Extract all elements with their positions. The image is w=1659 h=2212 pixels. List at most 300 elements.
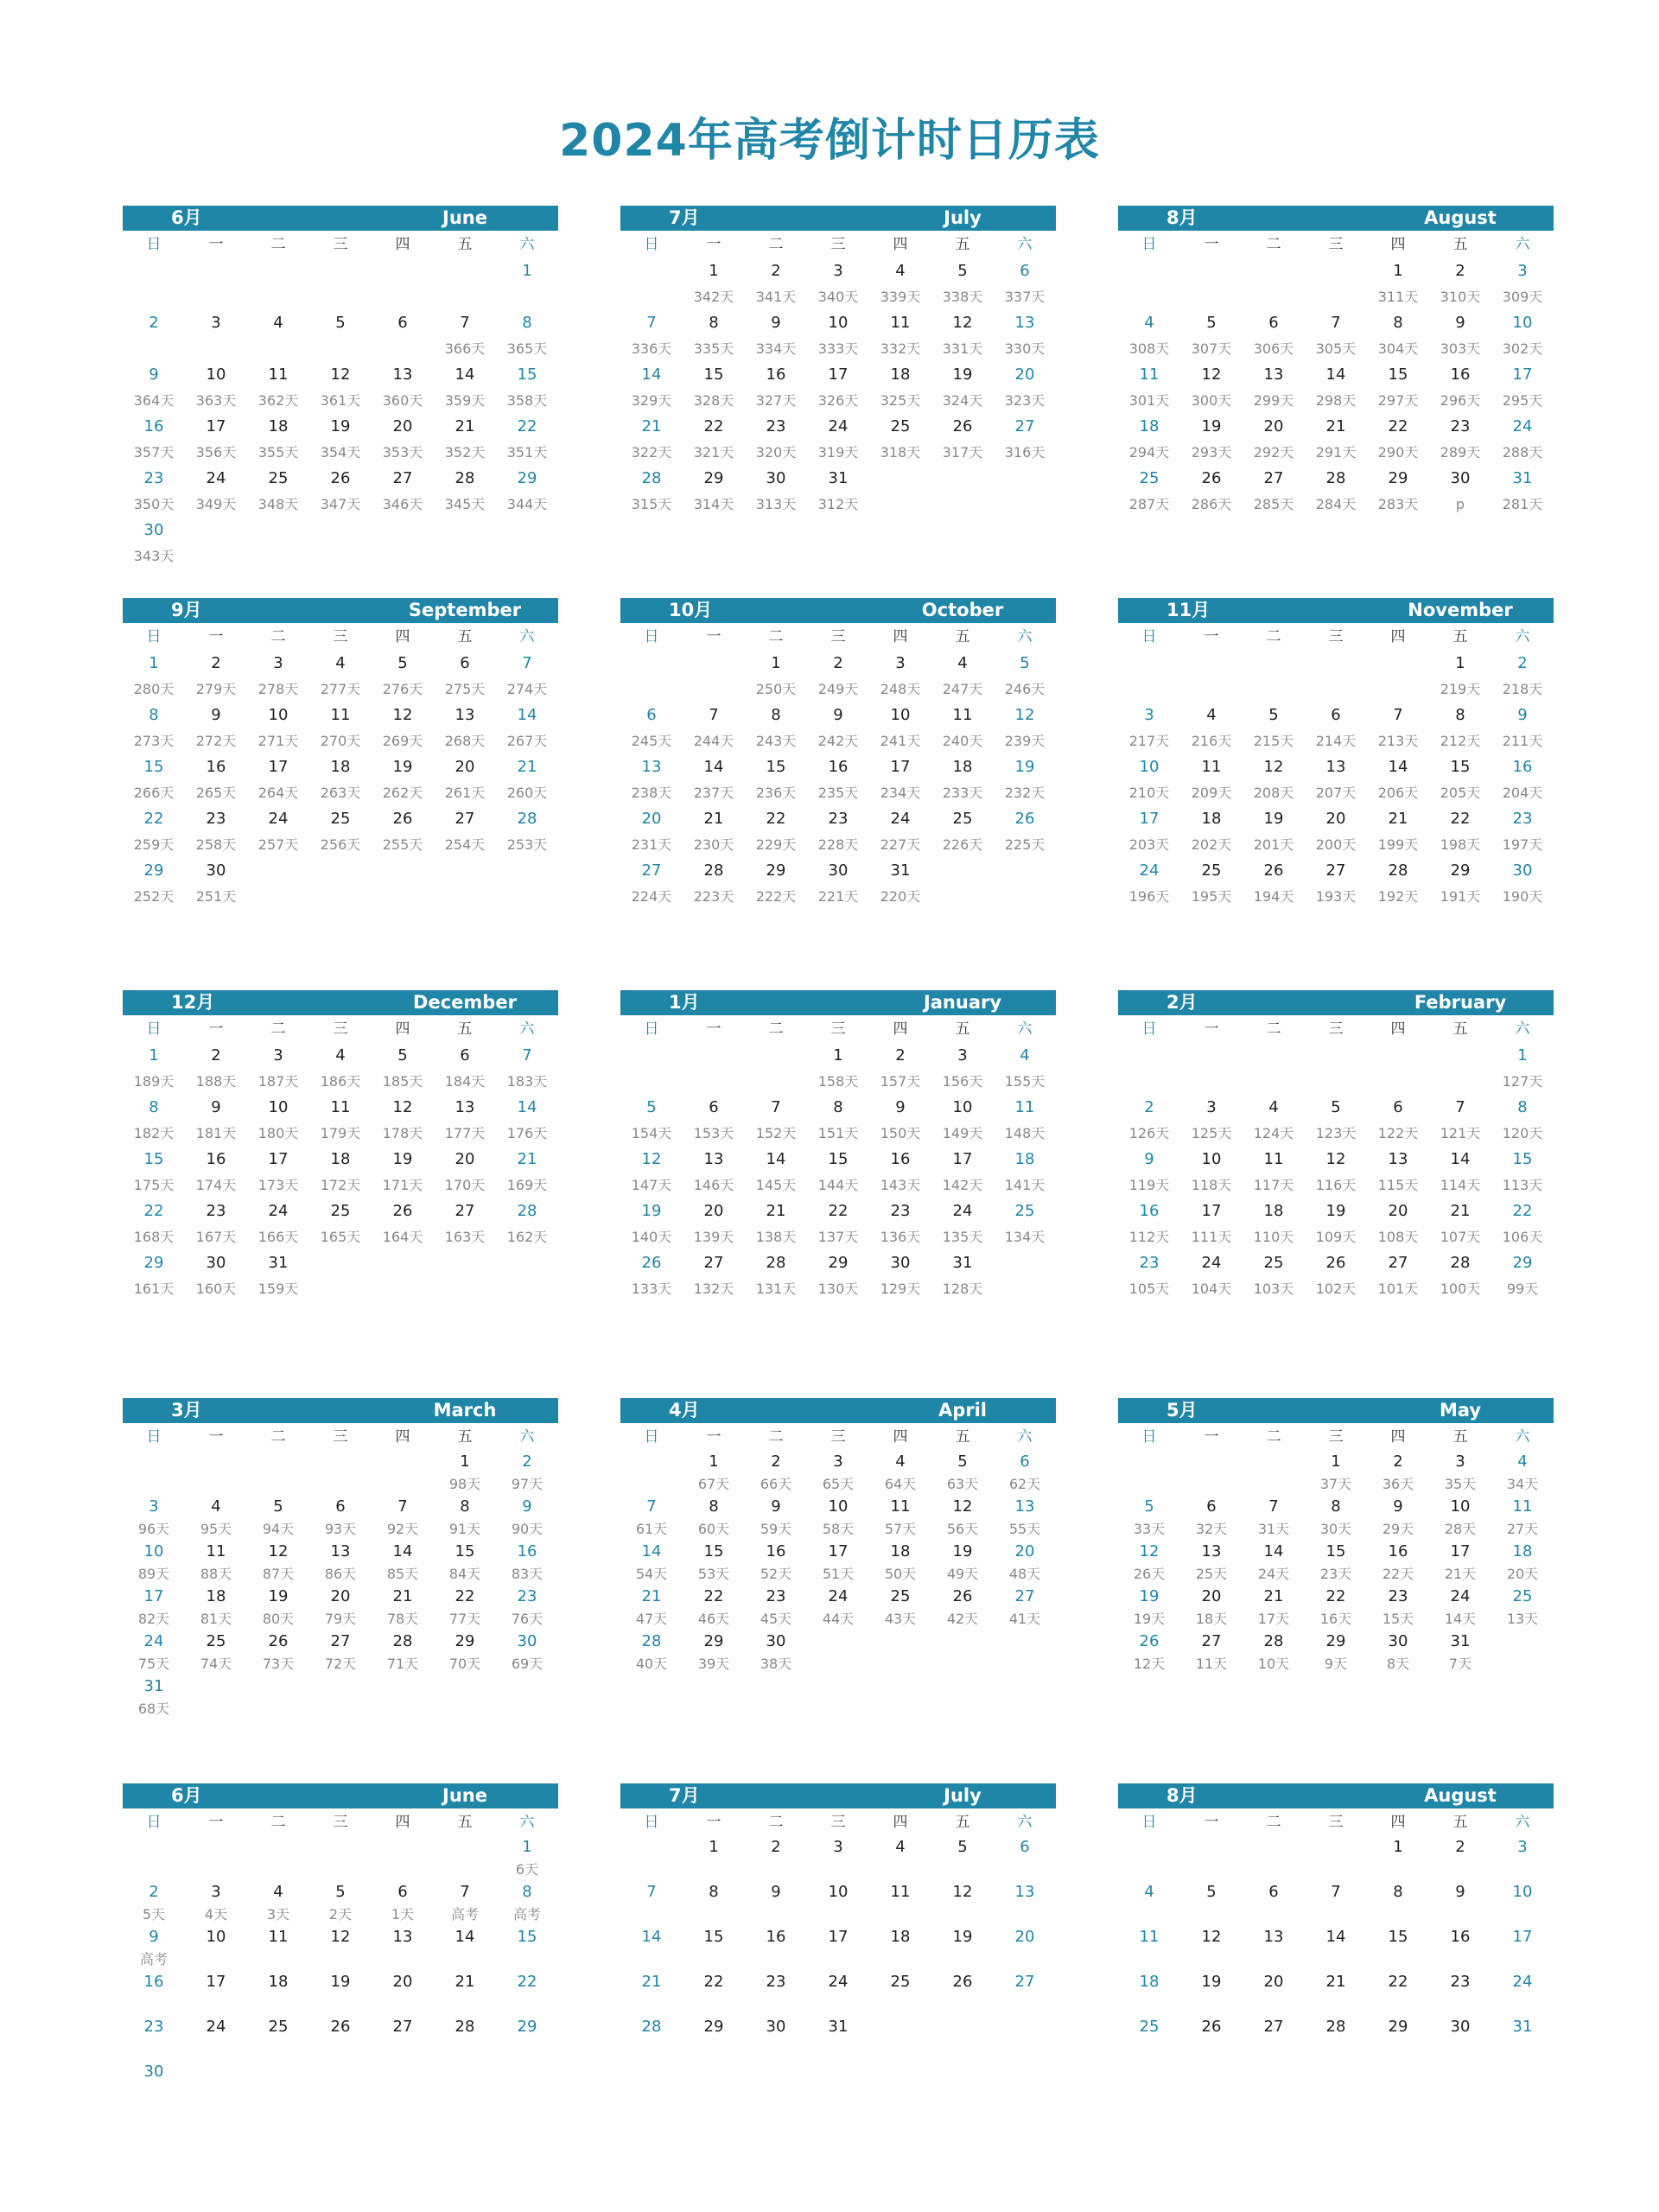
weekday-header: 一	[1204, 236, 1219, 253]
day-cell	[807, 310, 869, 362]
day-number: 15	[143, 1150, 164, 1168]
day-cell	[372, 2016, 434, 2061]
day-number: 10	[1512, 1883, 1533, 1901]
day-cell	[247, 754, 309, 806]
day-cell	[807, 1971, 869, 2016]
day-cell	[123, 1496, 185, 1541]
day-cell	[620, 1147, 683, 1198]
day-cell	[434, 1971, 496, 2016]
countdown-label: 190天	[1502, 888, 1543, 905]
day-cell	[1243, 362, 1305, 414]
empty-cell	[309, 1451, 372, 1496]
day-number: 17	[143, 1587, 164, 1605]
countdown-label: 298天	[1315, 392, 1357, 409]
day-cell	[807, 1147, 869, 1198]
weekday-header: 日	[146, 236, 162, 253]
day-cell	[1429, 1586, 1491, 1630]
day-cell	[372, 702, 434, 754]
day-cell	[1243, 1586, 1305, 1630]
day-cell	[1243, 702, 1305, 754]
empty-cell	[372, 1451, 434, 1496]
day-number: 19	[1263, 810, 1284, 828]
weekday-header: 四	[395, 236, 410, 253]
day-cell	[1305, 754, 1367, 806]
countdown-label: 67天	[697, 1476, 730, 1492]
day-cell	[931, 310, 994, 362]
day-cell	[496, 754, 558, 806]
day-number: 7	[522, 654, 532, 672]
day-number: 29	[143, 861, 164, 880]
countdown-label: 35天	[1444, 1476, 1477, 1492]
day-number: 7	[1268, 1497, 1279, 1516]
empty-cell	[1118, 1836, 1180, 1881]
day-cell	[807, 1881, 869, 1926]
weekday-header: 四	[1390, 1814, 1406, 1831]
day-number: 9	[1455, 314, 1465, 332]
countdown-label: 193天	[1315, 888, 1357, 905]
empty-cell	[1367, 1043, 1429, 1095]
countdown-label: 177天	[444, 1125, 486, 1141]
countdown-label: 299天	[1253, 392, 1294, 409]
day-cell	[185, 1586, 247, 1630]
day-cell	[683, 1095, 745, 1147]
day-number: 12	[268, 1542, 289, 1560]
month-label-cn: 8月	[1166, 1785, 1198, 1806]
day-cell	[931, 651, 994, 702]
countdown-label: 250天	[755, 681, 797, 697]
day-cell	[185, 414, 247, 466]
countdown-label: 53天	[697, 1566, 730, 1582]
countdown-label: 133天	[631, 1281, 672, 1297]
day-cell	[683, 1586, 745, 1630]
day-number: 23	[1450, 417, 1471, 435]
weekday-header: 一	[208, 1814, 224, 1831]
countdown-label: 341天	[755, 289, 797, 305]
weekday-header: 二	[768, 1428, 784, 1446]
day-number: 29	[454, 1632, 475, 1650]
day-cell	[683, 1198, 745, 1250]
day-cell	[745, 1451, 807, 1496]
day-number: 31	[952, 1254, 973, 1272]
day-number: 30	[206, 1254, 226, 1272]
day-number: 15	[1325, 1542, 1346, 1560]
day-cell	[434, 1630, 496, 1675]
countdown-label: 361天	[320, 392, 361, 409]
day-cell	[620, 1496, 683, 1541]
day-cell	[745, 1836, 807, 1881]
day-cell	[309, 1198, 372, 1250]
month-label-en: March	[433, 1400, 497, 1421]
countdown-label: 54天	[635, 1566, 668, 1582]
day-number: 19	[952, 365, 973, 384]
day-number: 3	[1206, 1098, 1217, 1116]
countdown-label	[683, 1859, 745, 1881]
day-cell	[496, 1971, 558, 2016]
month-block-november	[1118, 598, 1554, 910]
day-cell	[123, 310, 185, 362]
countdown-label: 87天	[262, 1566, 295, 1582]
day-number: 10	[1201, 1150, 1222, 1168]
day-cell	[869, 310, 931, 362]
countdown-label: 46天	[697, 1611, 730, 1627]
weekday-header: 二	[270, 628, 286, 645]
countdown-label	[1118, 1993, 1180, 2016]
countdown-label: 57天	[884, 1521, 917, 1537]
day-cell	[372, 414, 434, 466]
day-number: 21	[392, 1587, 413, 1605]
day-cell	[620, 754, 683, 806]
day-cell	[931, 806, 994, 858]
empty-cell	[1118, 651, 1180, 702]
day-number: 6	[646, 706, 657, 724]
day-cell	[1429, 1971, 1491, 2016]
day-number: 1	[1393, 262, 1403, 280]
countdown-label: 189天	[133, 1073, 175, 1090]
day-number: 18	[890, 1928, 911, 1946]
day-number: 14	[454, 1928, 475, 1946]
countdown-label: 70天	[448, 1656, 481, 1672]
weekday-header: 日	[644, 628, 659, 645]
day-number: 5	[1331, 1098, 1341, 1116]
day-cell	[1305, 702, 1367, 754]
day-cell	[309, 466, 372, 518]
month-label-en: August	[1424, 1785, 1497, 1806]
day-cell	[1367, 806, 1429, 858]
countdown-label: 200天	[1315, 836, 1357, 853]
day-number: 22	[517, 417, 537, 435]
countdown-label: 116天	[1315, 1177, 1357, 1193]
countdown-label: 52天	[760, 1566, 792, 1582]
countdown-label	[1243, 1904, 1305, 1926]
day-number: 22	[517, 1973, 537, 1991]
countdown-label: 115天	[1377, 1177, 1419, 1193]
day-cell	[683, 858, 745, 910]
day-number: 7	[1393, 706, 1403, 724]
countdown-label: 277天	[320, 681, 361, 697]
day-cell	[1118, 1250, 1180, 1302]
day-number: 22	[1512, 1202, 1533, 1220]
day-cell	[683, 1541, 745, 1586]
day-cell	[309, 1541, 372, 1586]
weekday-header: 六	[1017, 1020, 1033, 1038]
day-cell	[372, 362, 434, 414]
day-cell	[1367, 1198, 1429, 1250]
day-number: 14	[517, 706, 537, 724]
countdown-label	[869, 1948, 931, 1971]
day-cell	[994, 414, 1056, 466]
day-number: 6	[1268, 1883, 1279, 1901]
day-number: 2	[149, 314, 159, 332]
day-number: 23	[517, 1587, 537, 1605]
day-number: 17	[1139, 810, 1160, 828]
day-cell	[372, 466, 434, 518]
weekday-header: 四	[1390, 1020, 1406, 1038]
empty-cell	[620, 1451, 683, 1496]
month-label-cn: 12月	[171, 992, 215, 1013]
countdown-label: 351天	[506, 444, 548, 461]
countdown-label	[1118, 1904, 1180, 1926]
countdown-label: 355天	[257, 444, 299, 461]
day-cell	[994, 1496, 1056, 1541]
countdown-label: 74天	[200, 1656, 232, 1672]
day-number: 25	[206, 1632, 226, 1650]
empty-cell	[185, 1836, 247, 1881]
day-cell	[372, 1926, 434, 1971]
month-header	[620, 990, 1056, 1015]
countdown-label: 194天	[1253, 888, 1294, 905]
day-number: 3	[1517, 262, 1528, 280]
day-cell	[1118, 362, 1180, 414]
countdown-label: 48天	[1008, 1566, 1041, 1582]
countdown-label	[807, 1859, 869, 1881]
day-cell	[1243, 858, 1305, 910]
day-cell	[683, 1630, 745, 1675]
countdown-label: 103天	[1253, 1281, 1294, 1297]
weekday-header: 日	[146, 1428, 162, 1446]
day-cell	[309, 1586, 372, 1630]
day-number: 10	[268, 706, 289, 724]
countdown-label: 7天	[1448, 1656, 1472, 1672]
month-header	[620, 1783, 1056, 1808]
countdown-label: 131天	[755, 1281, 797, 1297]
countdown-label: 15天	[1382, 1611, 1414, 1627]
countdown-label: 229天	[755, 836, 797, 853]
day-number: 9	[1517, 706, 1528, 724]
day-number: 19	[1139, 1587, 1160, 1605]
day-number: 1	[149, 1046, 159, 1065]
countdown-label: 176天	[506, 1125, 548, 1141]
day-number: 24	[890, 810, 911, 828]
countdown-label: 4天	[204, 1906, 228, 1923]
countdown-label: 118天	[1191, 1177, 1232, 1193]
day-number: 6	[1020, 1452, 1030, 1471]
day-number: 24	[206, 2018, 226, 2036]
countdown-label: 280天	[133, 681, 175, 697]
day-number: 16	[517, 1542, 537, 1560]
empty-cell	[185, 258, 247, 310]
empty-cell	[309, 258, 372, 310]
countdown-label: 213天	[1377, 733, 1419, 749]
day-cell	[185, 1926, 247, 1971]
day-number: 16	[206, 1150, 226, 1168]
weekday-header: 四	[395, 1814, 410, 1831]
countdown-label: 60天	[697, 1521, 730, 1537]
day-number: 14	[1325, 365, 1346, 384]
weekday-header: 日	[1141, 1428, 1157, 1446]
empty-cell	[1243, 1451, 1305, 1496]
countdown-label: 76天	[511, 1611, 543, 1627]
day-cell	[123, 1198, 185, 1250]
countdown-label: 270天	[320, 733, 361, 749]
day-cell	[994, 651, 1056, 702]
day-number: 18	[890, 365, 911, 384]
day-number: 19	[392, 758, 413, 776]
day-cell	[931, 258, 994, 310]
day-number: 6	[335, 1497, 346, 1516]
countdown-label: 170天	[444, 1177, 486, 1193]
day-number: 22	[143, 810, 164, 828]
day-cell	[123, 1147, 185, 1198]
countdown-label: 33天	[1133, 1521, 1166, 1537]
day-cell	[1367, 1496, 1429, 1541]
month-day-grid	[620, 1808, 1056, 2061]
month-block-april	[620, 1398, 1056, 1675]
day-number: 30	[766, 1632, 786, 1650]
countdown-label: 100天	[1440, 1281, 1481, 1297]
countdown-label: 254天	[444, 836, 486, 853]
countdown-label: 175天	[133, 1177, 175, 1193]
countdown-label: 高考	[512, 1906, 541, 1923]
day-number: 14	[1263, 1542, 1284, 1560]
day-cell	[1180, 1881, 1243, 1926]
countdown-label	[1118, 2038, 1180, 2061]
day-cell	[1367, 1836, 1429, 1881]
day-cell	[1429, 858, 1491, 910]
day-cell	[496, 1926, 558, 1971]
countdown-label: 257天	[257, 836, 299, 853]
countdown-label: 78天	[386, 1611, 419, 1627]
countdown-label: 285天	[1253, 496, 1294, 512]
empty-cell	[1118, 1043, 1180, 1095]
countdown-label: 233天	[942, 785, 983, 801]
countdown-label: 218天	[1502, 681, 1543, 697]
countdown-label: 332天	[880, 340, 921, 357]
day-number: 22	[828, 1202, 849, 1220]
day-cell	[807, 858, 869, 910]
day-number: 13	[1263, 1928, 1284, 1946]
day-cell	[1491, 1836, 1554, 1881]
countdown-label	[1367, 1993, 1429, 2016]
day-number: 24	[268, 1202, 289, 1220]
countdown-label: 180天	[257, 1125, 299, 1141]
countdown-label: 29天	[1382, 1521, 1414, 1537]
day-number: 11	[890, 314, 911, 332]
countdown-label: 365天	[506, 340, 548, 357]
day-cell	[372, 1630, 434, 1675]
countdown-label	[931, 1859, 994, 1881]
day-cell	[1429, 258, 1491, 310]
day-number: 1	[1331, 1452, 1341, 1471]
day-number: 12	[1263, 758, 1284, 776]
day-number: 27	[454, 810, 475, 828]
countdown-label: 343天	[133, 548, 175, 564]
countdown-label	[683, 2038, 745, 2061]
countdown-label: 146天	[693, 1177, 734, 1193]
empty-cell	[1118, 258, 1180, 310]
month-header	[620, 206, 1056, 231]
day-number: 14	[1450, 1150, 1471, 1168]
countdown-label: 228天	[817, 836, 859, 853]
countdown-label: 297天	[1377, 392, 1419, 409]
countdown-label: 208天	[1253, 785, 1294, 801]
day-cell	[1243, 1926, 1305, 1971]
day-cell	[1367, 1541, 1429, 1586]
day-cell	[1305, 1630, 1367, 1675]
day-cell	[434, 1541, 496, 1586]
month-label-en: December	[413, 992, 517, 1013]
day-cell	[309, 1630, 372, 1675]
empty-cell	[1180, 1836, 1243, 1881]
day-number: 28	[641, 2018, 662, 2036]
day-cell	[745, 1496, 807, 1541]
day-number: 12	[952, 314, 973, 332]
day-number: 28	[1325, 2018, 1346, 2036]
day-cell	[994, 1586, 1056, 1630]
day-number: 21	[517, 1150, 537, 1168]
day-number: 10	[143, 1542, 164, 1560]
day-cell	[123, 1586, 185, 1630]
countdown-label	[1491, 2038, 1554, 2061]
countdown-label: 39天	[697, 1656, 730, 1672]
day-number: 10	[890, 706, 911, 724]
day-cell	[1491, 806, 1554, 858]
day-number: 11	[890, 1883, 911, 1901]
month-block-october	[620, 598, 1056, 910]
countdown-label: 212天	[1440, 733, 1481, 749]
weekday-header: 五	[955, 1020, 970, 1038]
day-number: 1	[1517, 1046, 1528, 1065]
countdown-label	[496, 2038, 558, 2061]
day-cell	[869, 258, 931, 310]
empty-cell	[620, 1043, 683, 1095]
month-label-en: May	[1439, 1400, 1482, 1421]
day-cell	[745, 414, 807, 466]
countdown-label	[185, 2038, 247, 2061]
day-cell	[1367, 1451, 1429, 1496]
weekday-header: 日	[1141, 236, 1157, 253]
day-cell	[620, 414, 683, 466]
day-number: 21	[1325, 417, 1346, 435]
day-cell	[1118, 1198, 1180, 1250]
day-cell	[1243, 1630, 1305, 1675]
countdown-label: 高考	[139, 1951, 168, 1967]
day-cell	[1243, 1250, 1305, 1302]
day-cell	[1180, 1147, 1243, 1198]
day-number: 1	[522, 262, 532, 280]
day-number: 22	[1325, 1587, 1346, 1605]
day-number: 4	[211, 1497, 221, 1516]
day-number: 17	[828, 1542, 849, 1560]
day-cell	[745, 1095, 807, 1147]
day-cell	[745, 310, 807, 362]
day-number: 7	[646, 1497, 657, 1516]
weekday-header: 二	[768, 628, 784, 645]
day-number: 16	[1512, 758, 1533, 776]
countdown-label: 43天	[884, 1611, 917, 1627]
day-number: 18	[1512, 1542, 1533, 1560]
weekday-header: 二	[1266, 236, 1281, 253]
day-number: 8	[833, 1098, 843, 1116]
day-cell	[807, 651, 869, 702]
countdown-label: 101天	[1377, 1281, 1419, 1297]
day-number: 21	[454, 1973, 475, 1991]
countdown-label: 306天	[1253, 340, 1294, 357]
countdown-label	[1367, 1859, 1429, 1881]
countdown-label: 333天	[817, 340, 859, 357]
countdown-label: 84天	[448, 1566, 481, 1582]
day-number: 27	[641, 861, 662, 880]
countdown-label	[1367, 2038, 1429, 2061]
countdown-label	[745, 1993, 807, 2016]
day-number: 18	[206, 1587, 226, 1605]
countdown-label: 93天	[324, 1521, 357, 1537]
month-header	[1118, 1783, 1554, 1808]
day-number: 2	[1455, 1838, 1465, 1856]
countdown-label: 246天	[1004, 681, 1046, 697]
day-cell	[309, 702, 372, 754]
day-number: 17	[268, 1150, 289, 1168]
day-cell	[123, 1250, 185, 1302]
